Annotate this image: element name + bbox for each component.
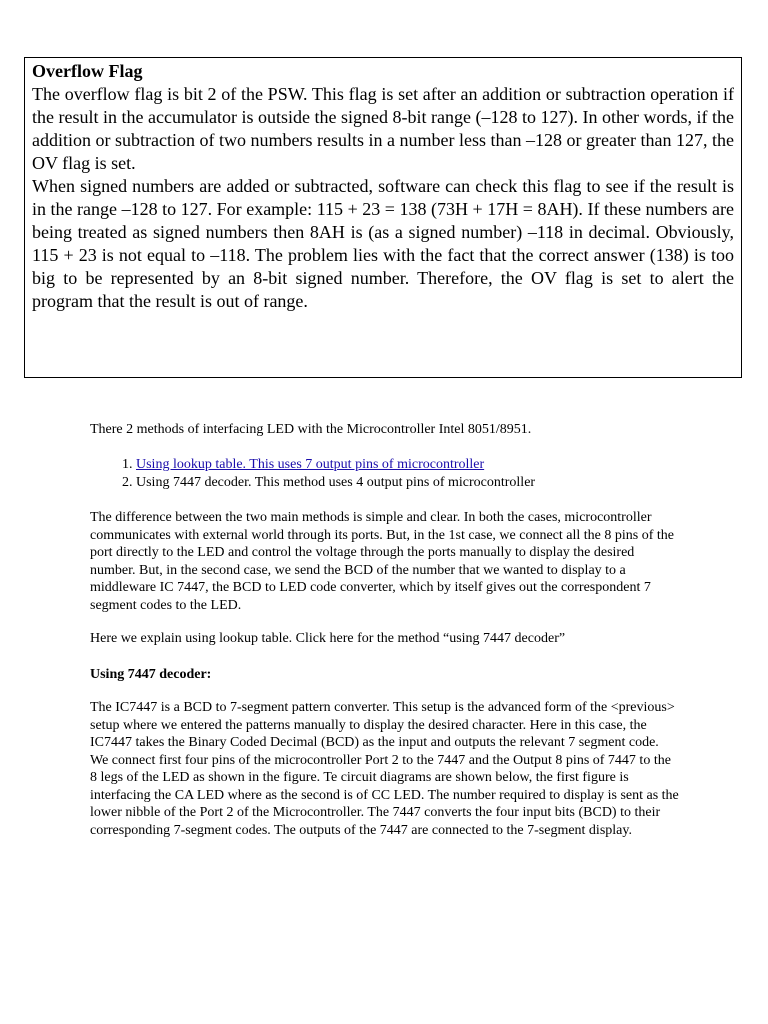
decoder-method-text: Using 7447 decoder. This method uses 4 output pins of microcontroller — [136, 474, 536, 490]
decoder-heading: Using 7447 decoder: — [90, 667, 212, 682]
method-item-decoder — [136, 474, 726, 492]
overflow-flag-title: Overflow Flag — [32, 61, 143, 81]
overflow-flag-paragraph-2: When signed numbers are added or subtracted, software can check this flag to see if the result is in the range –128 to 127. For example: 115 + 23 = 138 (73H + 17H = 8AH). If these numbers are being treated as signed numbers then 8AH is (as a signed number) –118 in decimal. Obviously, 115 + 23 is not equal to –118. The problem lies with the fact that the correct answer (138) is too big to be represented by an 8-bit signed number. Therefore, the OV flag is set to alert the program that the result is out of range. — [32, 176, 734, 311]
method-list — [90, 456, 726, 491]
decoder-body-paragraph: The IC7447 is a BCD to 7-segment pattern converter. This setup is the advanced form of the <previous> setup where we entered the patterns manually to display the desired character. Here in this case, the IC7447 takes the Binary Coded Decimal (BCD) as the input and outputs the relevant 7 segment code. We connect first four pins of the microcontroller Port 2 to the 7447 and the Output 8 pins of 7447 to the 8 legs of the LED as shown in the figure. Te circuit diagrams are shown below, the first figure is interfacing the CA LED where as the second is of CC LED. The number required to display is sent as the lower nibble of the Port 2 of the Microcontroller. The 7447 converts the four input bits (BCD) to their corresponding 7-segment codes. The outputs of the 7447 are connected to the 7-segment display. — [90, 700, 679, 838]
overflow-flag-box — [24, 57, 742, 378]
click-here-text: Here we explain using lookup table. Click here for the method “using 7447 decoder” — [90, 631, 566, 646]
lookup-table-link[interactable]: Using lookup table. This uses 7 output pins of microcontroller — [136, 457, 485, 472]
overflow-flag-paragraph-1: The overflow flag is bit 2 of the PSW. This flag is set after an addition or subtraction operation if the result in the accumulator is outside the signed 8-bit range (–128 to 127). In other words, if the addition or subtraction of two numbers results in a number less than –128 or greater than 127, the OV flag is set. — [32, 84, 734, 173]
method-item-lookup[interactable] — [136, 456, 726, 474]
difference-paragraph: The difference between the two main methods is simple and clear. In both the cases, microcontroller communicates with external world through its ports. But, in the 1st case, we connect all the 8 pins of the port directly to the LED and control the voltage through the ports manually to display the desired number. But, in the second case, we send the BCD of the number that we wanted to display to a middleware IC 7447, the BCD to LED code converter, which by itself gives out the correspondent 7 segment codes to the LED. — [90, 510, 674, 613]
led-intro-text: There 2 methods of interfacing LED with the Microcontroller Intel 8051/8951. — [90, 422, 532, 437]
